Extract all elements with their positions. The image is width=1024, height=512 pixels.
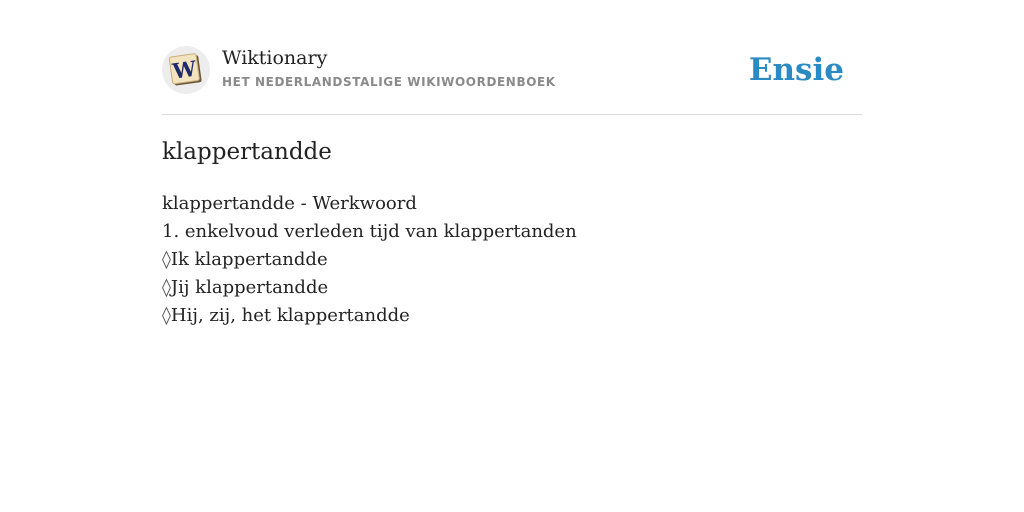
diamond-bullet-icon: ◊: [162, 249, 171, 270]
example-item: [162, 302, 577, 330]
site-header: [162, 46, 862, 115]
wiktionary-logo-icon[interactable]: [162, 46, 210, 94]
dictionary-entry: [162, 190, 577, 330]
example-text: Ik klappertandde: [170, 249, 328, 270]
site-name[interactable]: Wiktionary: [222, 47, 328, 69]
example-item: [162, 246, 577, 274]
page-title: klappertandde: [162, 139, 332, 165]
example-item: [162, 274, 577, 302]
diamond-bullet-icon: ◊: [162, 305, 171, 326]
diamond-bullet-icon: ◊: [162, 277, 171, 298]
example-text: Jij klappertandde: [170, 277, 329, 298]
example-text: Hij, zij, het klappertandde: [170, 305, 410, 326]
entry-definition: 1. enkelvoud verleden tijd van klappertanden: [162, 221, 577, 242]
entry-heading: klappertandde - Werkwoord: [162, 193, 417, 214]
ensie-brand-link[interactable]: Ensie: [748, 52, 844, 88]
svg-text:W: W: [171, 55, 198, 84]
site-tagline: HET NEDERLANDSTALIGE WIKIWOORDENBOEK: [222, 75, 556, 89]
